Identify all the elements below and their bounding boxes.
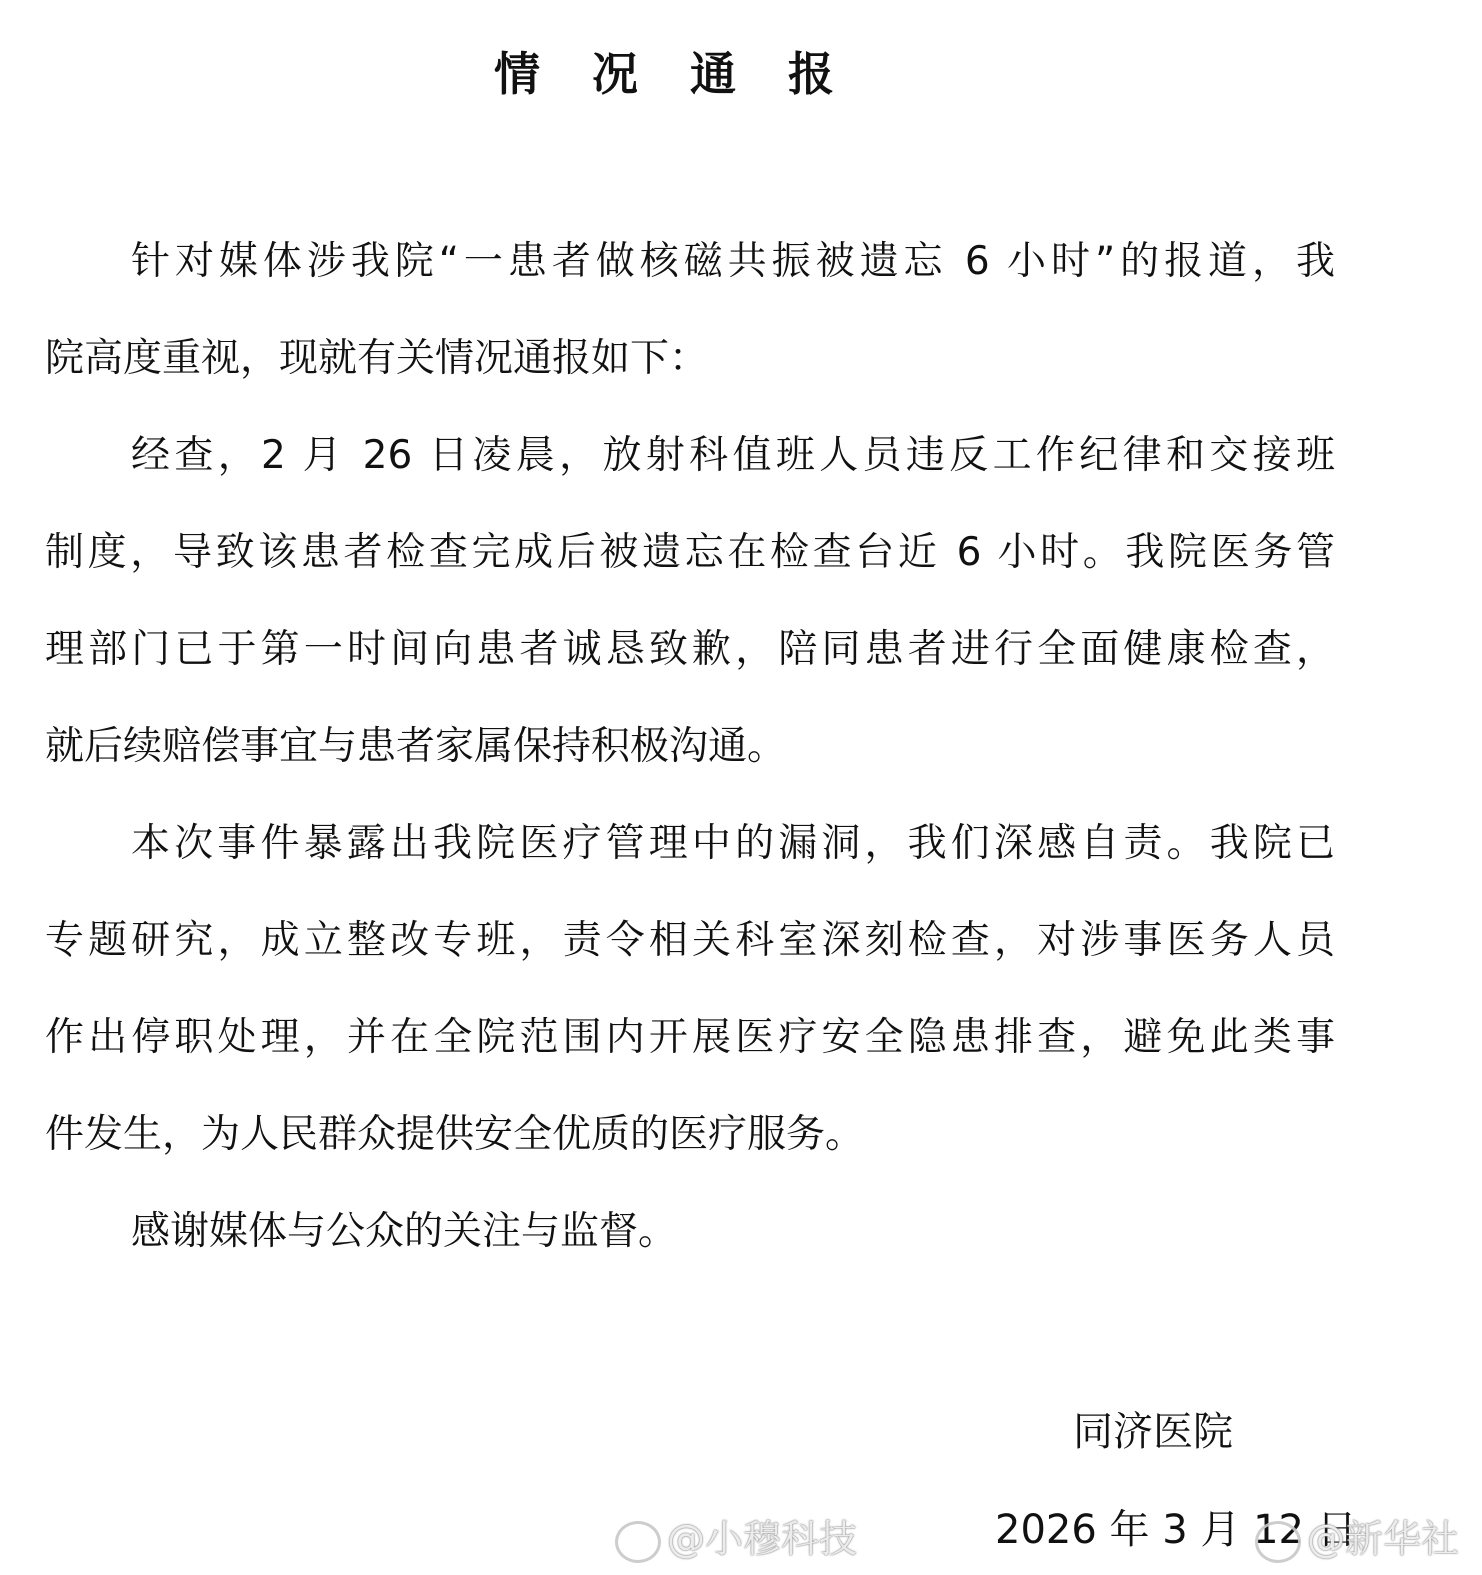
document-body xyxy=(45,232,1335,1299)
paragraph-line: 经查，2 月 26 日凌晨，放射科值班人员违反工作纪律和交接班 xyxy=(131,433,1335,478)
paragraph-line: 专题研究，成立整改专班，责令相关科室深刻检查，对涉事医务人员 xyxy=(45,918,1335,963)
paragraph-line: 理部门已于第一时间向患者诚恳致歉，陪同患者进行全面健康检查， xyxy=(45,627,1335,672)
paragraph-line: 作出停职处理，并在全院范围内开展医疗安全隐患排查，避免此类事 xyxy=(45,1015,1335,1060)
paragraph-line: 就后续赔偿事宜与患者家属保持积极沟通。 xyxy=(45,724,787,769)
paragraph-line: 件发生，为人民群众提供安全优质的医疗服务。 xyxy=(45,1112,865,1157)
paragraph-line: 院高度重视，现就有关情况通报如下： xyxy=(45,336,709,381)
signature: 同济医院 xyxy=(1073,1409,1233,1455)
document-date: 2026 年 3 月 12 日 xyxy=(995,1507,1357,1553)
paragraph-line: 本次事件暴露出我院医疗管理中的漏洞，我们深感自责。我院已 xyxy=(131,821,1335,866)
weibo-logo-icon xyxy=(1255,1521,1301,1563)
weibo-logo-icon xyxy=(615,1521,661,1563)
watermark-text: @新华社 xyxy=(1307,1517,1460,1561)
document-title: 情况通报 xyxy=(494,47,886,101)
paragraph-line: 制度，导致该患者检查完成后被遗忘在检查台近 6 小时。我院医务管 xyxy=(45,530,1335,575)
paragraph-line: 感谢媒体与公众的关注与监督。 xyxy=(131,1209,678,1254)
watermark xyxy=(615,1508,857,1563)
paragraph-line: 针对媒体涉我院“一患者做核磁共振被遗忘 6 小时”的报道，我 xyxy=(131,239,1335,284)
watermark xyxy=(1255,1508,1459,1563)
watermark-text: @小穆科技 xyxy=(667,1517,858,1561)
